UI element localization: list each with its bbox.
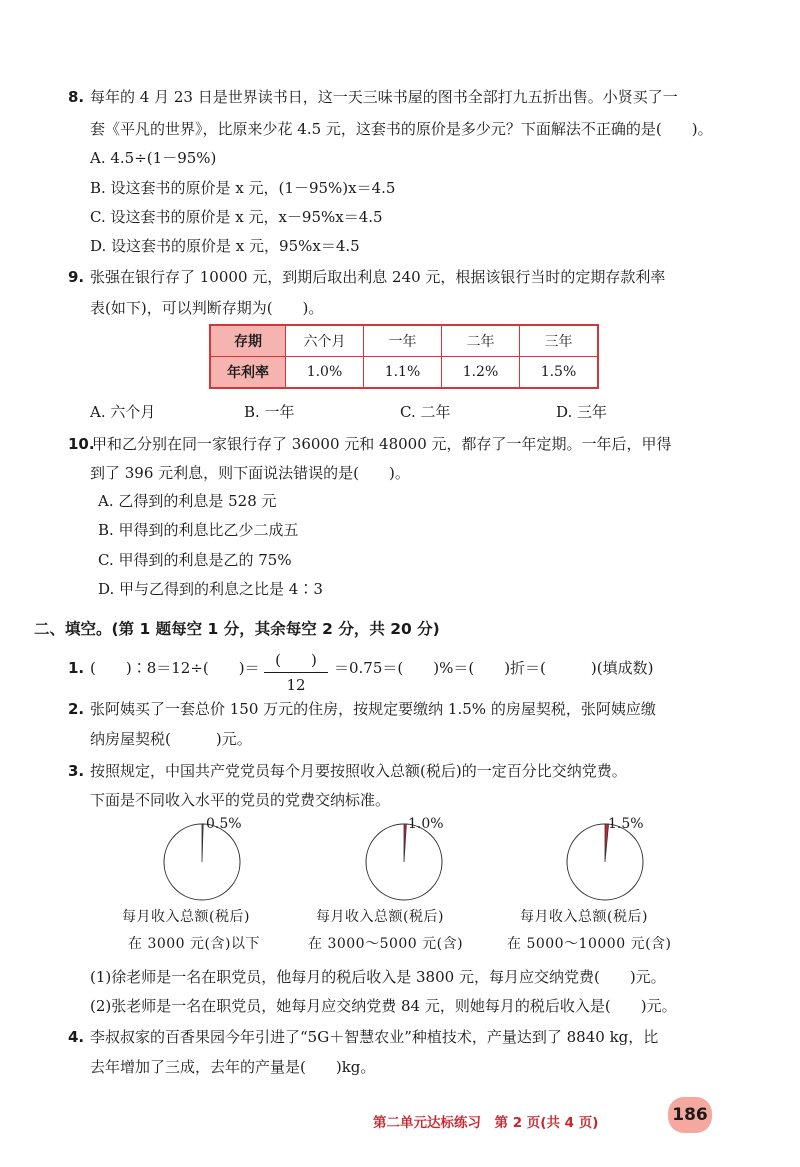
table-header-rate: 年利率 xyxy=(210,357,286,389)
question-number: 9. xyxy=(68,268,85,286)
pie-caption-1-line1: 每月收入总额(税后) xyxy=(122,909,250,925)
pie-label-1: 0.5% xyxy=(206,816,242,832)
q9-text-1: 张强在银行存了 10000 元，到期后取出利息 240 元，根据该银行当时的定期存款利率 xyxy=(90,268,666,286)
q8-line1 xyxy=(68,86,678,108)
page-number-badge: 186 xyxy=(668,1097,712,1133)
fraction xyxy=(258,650,334,695)
q9-text-2: 表(如下)，可以判断存期为( )。 xyxy=(90,299,324,317)
question-number: 1. xyxy=(68,659,85,677)
pie-caption-1-line2: 在 3000 元(含)以下 xyxy=(128,936,260,952)
table-row xyxy=(210,357,598,389)
q10-option-d[interactable]: D. 甲与乙得到的利息之比是 4∶3 xyxy=(98,580,323,598)
f4-line1 xyxy=(68,1026,658,1048)
table-cell: 三年 xyxy=(520,325,599,357)
f1-text-before: ( )∶8＝12÷( )＝ xyxy=(90,659,260,677)
question-number: 4. xyxy=(68,1028,85,1046)
table-cell: 一年 xyxy=(364,325,442,357)
pie-chart-3 xyxy=(565,822,645,902)
pie-caption-2-line1: 每月收入总额(税后) xyxy=(316,909,444,925)
table-cell: 六个月 xyxy=(286,325,364,357)
q8-option-c[interactable]: C. 设这套书的原价是 x 元，x－95%x＝4.5 xyxy=(90,208,383,226)
f4-text-1: 李叔叔家的百香果园今年引进了“5G＋智慧农业”种植技术，产量达到了 8840 kg，比 xyxy=(90,1028,659,1046)
table-cell: 1.1% xyxy=(364,357,442,389)
footer-section-label: 第二单元达标练习 第 2 页(共 4 页) xyxy=(373,1115,599,1131)
f3-text-1: 按照规定，中国共产党党员每个月要按照收入总额(税后)的一定百分比交纳党费。 xyxy=(90,762,627,780)
q10-text-1: 甲和乙分别在同一家银行存了 36000 元和 48000 元，都存了一年定期。一年后，甲得 xyxy=(92,435,672,453)
question-number: 8. xyxy=(68,88,85,106)
table-cell: 1.0% xyxy=(286,357,364,389)
interest-rate-table xyxy=(209,324,599,389)
pie-caption-2-line2: 在 3000～5000 元(含) xyxy=(308,936,464,952)
q8-option-b[interactable]: B. 设这套书的原价是 x 元，(1－95%)x＝4.5 xyxy=(90,179,396,197)
question-number: 2. xyxy=(68,700,85,718)
pie-label-3: 1.5% xyxy=(608,816,644,832)
fraction-bar xyxy=(264,672,328,673)
q10-option-a[interactable]: A. 乙得到的利息是 528 元 xyxy=(98,492,277,510)
q9-option-b[interactable]: B. 一年 xyxy=(244,403,295,421)
q9-option-d[interactable]: D. 三年 xyxy=(556,403,608,421)
fraction-numerator[interactable]: ( ) xyxy=(275,651,317,669)
q8-option-d[interactable]: D. 设这套书的原价是 x 元，95%x＝4.5 xyxy=(90,237,360,255)
f4-text-2: 去年增加了三成，去年的产量是( )kg。 xyxy=(90,1058,376,1076)
q8-option-a[interactable]: A. 4.5÷(1－95%) xyxy=(90,149,217,167)
table-cell: 二年 xyxy=(442,325,520,357)
pie-label-2: 1.0% xyxy=(408,816,444,832)
question-number: 10. xyxy=(68,435,95,453)
f2-text-2: 纳房屋契税( )元。 xyxy=(90,730,252,748)
f3-sub1: (1)徐老师是一名在职党员，他每月的税后收入是 3800 元，每月应交纳党费( )元。 xyxy=(90,968,666,986)
q10-line1 xyxy=(68,433,672,455)
table-row xyxy=(210,325,598,357)
fraction-denominator: 12 xyxy=(286,676,306,694)
f3-line1 xyxy=(68,760,627,782)
pie-caption-3-line1: 每月收入总额(税后) xyxy=(520,909,648,925)
pie-slice xyxy=(404,824,406,862)
q10-option-b[interactable]: B. 甲得到的利息比乙少二成五 xyxy=(98,521,299,539)
question-number: 3. xyxy=(68,762,85,780)
q10-option-c[interactable]: C. 甲得到的利息是乙的 75% xyxy=(98,551,292,569)
q8-text-2: 套《平凡的世界》，比原来少花 4.5 元，这套书的原价是多少元？下面解法不正确的是( )。 xyxy=(90,120,713,138)
pie-chart-2 xyxy=(364,822,444,902)
f1-line-before xyxy=(68,657,260,679)
pie-slice xyxy=(202,824,203,862)
f3-text-2: 下面是不同收入水平的党员的党费交纳标准。 xyxy=(90,791,391,809)
section-heading: 二、填空。(第 1 题每空 1 分，其余每空 2 分，共 20 分) xyxy=(34,620,440,638)
table-header-term: 存期 xyxy=(210,325,286,357)
f3-sub2: (2)张老师是一名在职党员，她每月应交纳党费 84 元，则她每月的税后收入是( )元。 xyxy=(90,997,677,1015)
table-cell: 1.2% xyxy=(442,357,520,389)
f1-text-after: ＝0.75＝( )%＝( )折＝( )(填成数) xyxy=(334,659,654,677)
q8-text-1: 每年的 4 月 23 日是世界读书日，这一天三味书屋的图书全部打九五折出售。小贤买了一 xyxy=(90,88,678,106)
q10-text-2: 到了 396 元利息，则下面说法错误的是( )。 xyxy=(90,464,410,482)
f2-text-1: 张阿姨买了一套总价 150 万元的住房，按规定要缴纳 1.5% 的房屋契税，张阿姨应缴 xyxy=(90,700,656,718)
q9-option-a[interactable]: A. 六个月 xyxy=(90,403,156,421)
q9-option-c[interactable]: C. 二年 xyxy=(400,403,451,421)
pie-chart-1 xyxy=(162,822,242,902)
table-cell: 1.5% xyxy=(520,357,599,389)
q9-line1 xyxy=(68,266,665,288)
pie-caption-3-line2: 在 5000～10000 元(含) xyxy=(507,936,672,952)
f2-line1 xyxy=(68,698,656,720)
